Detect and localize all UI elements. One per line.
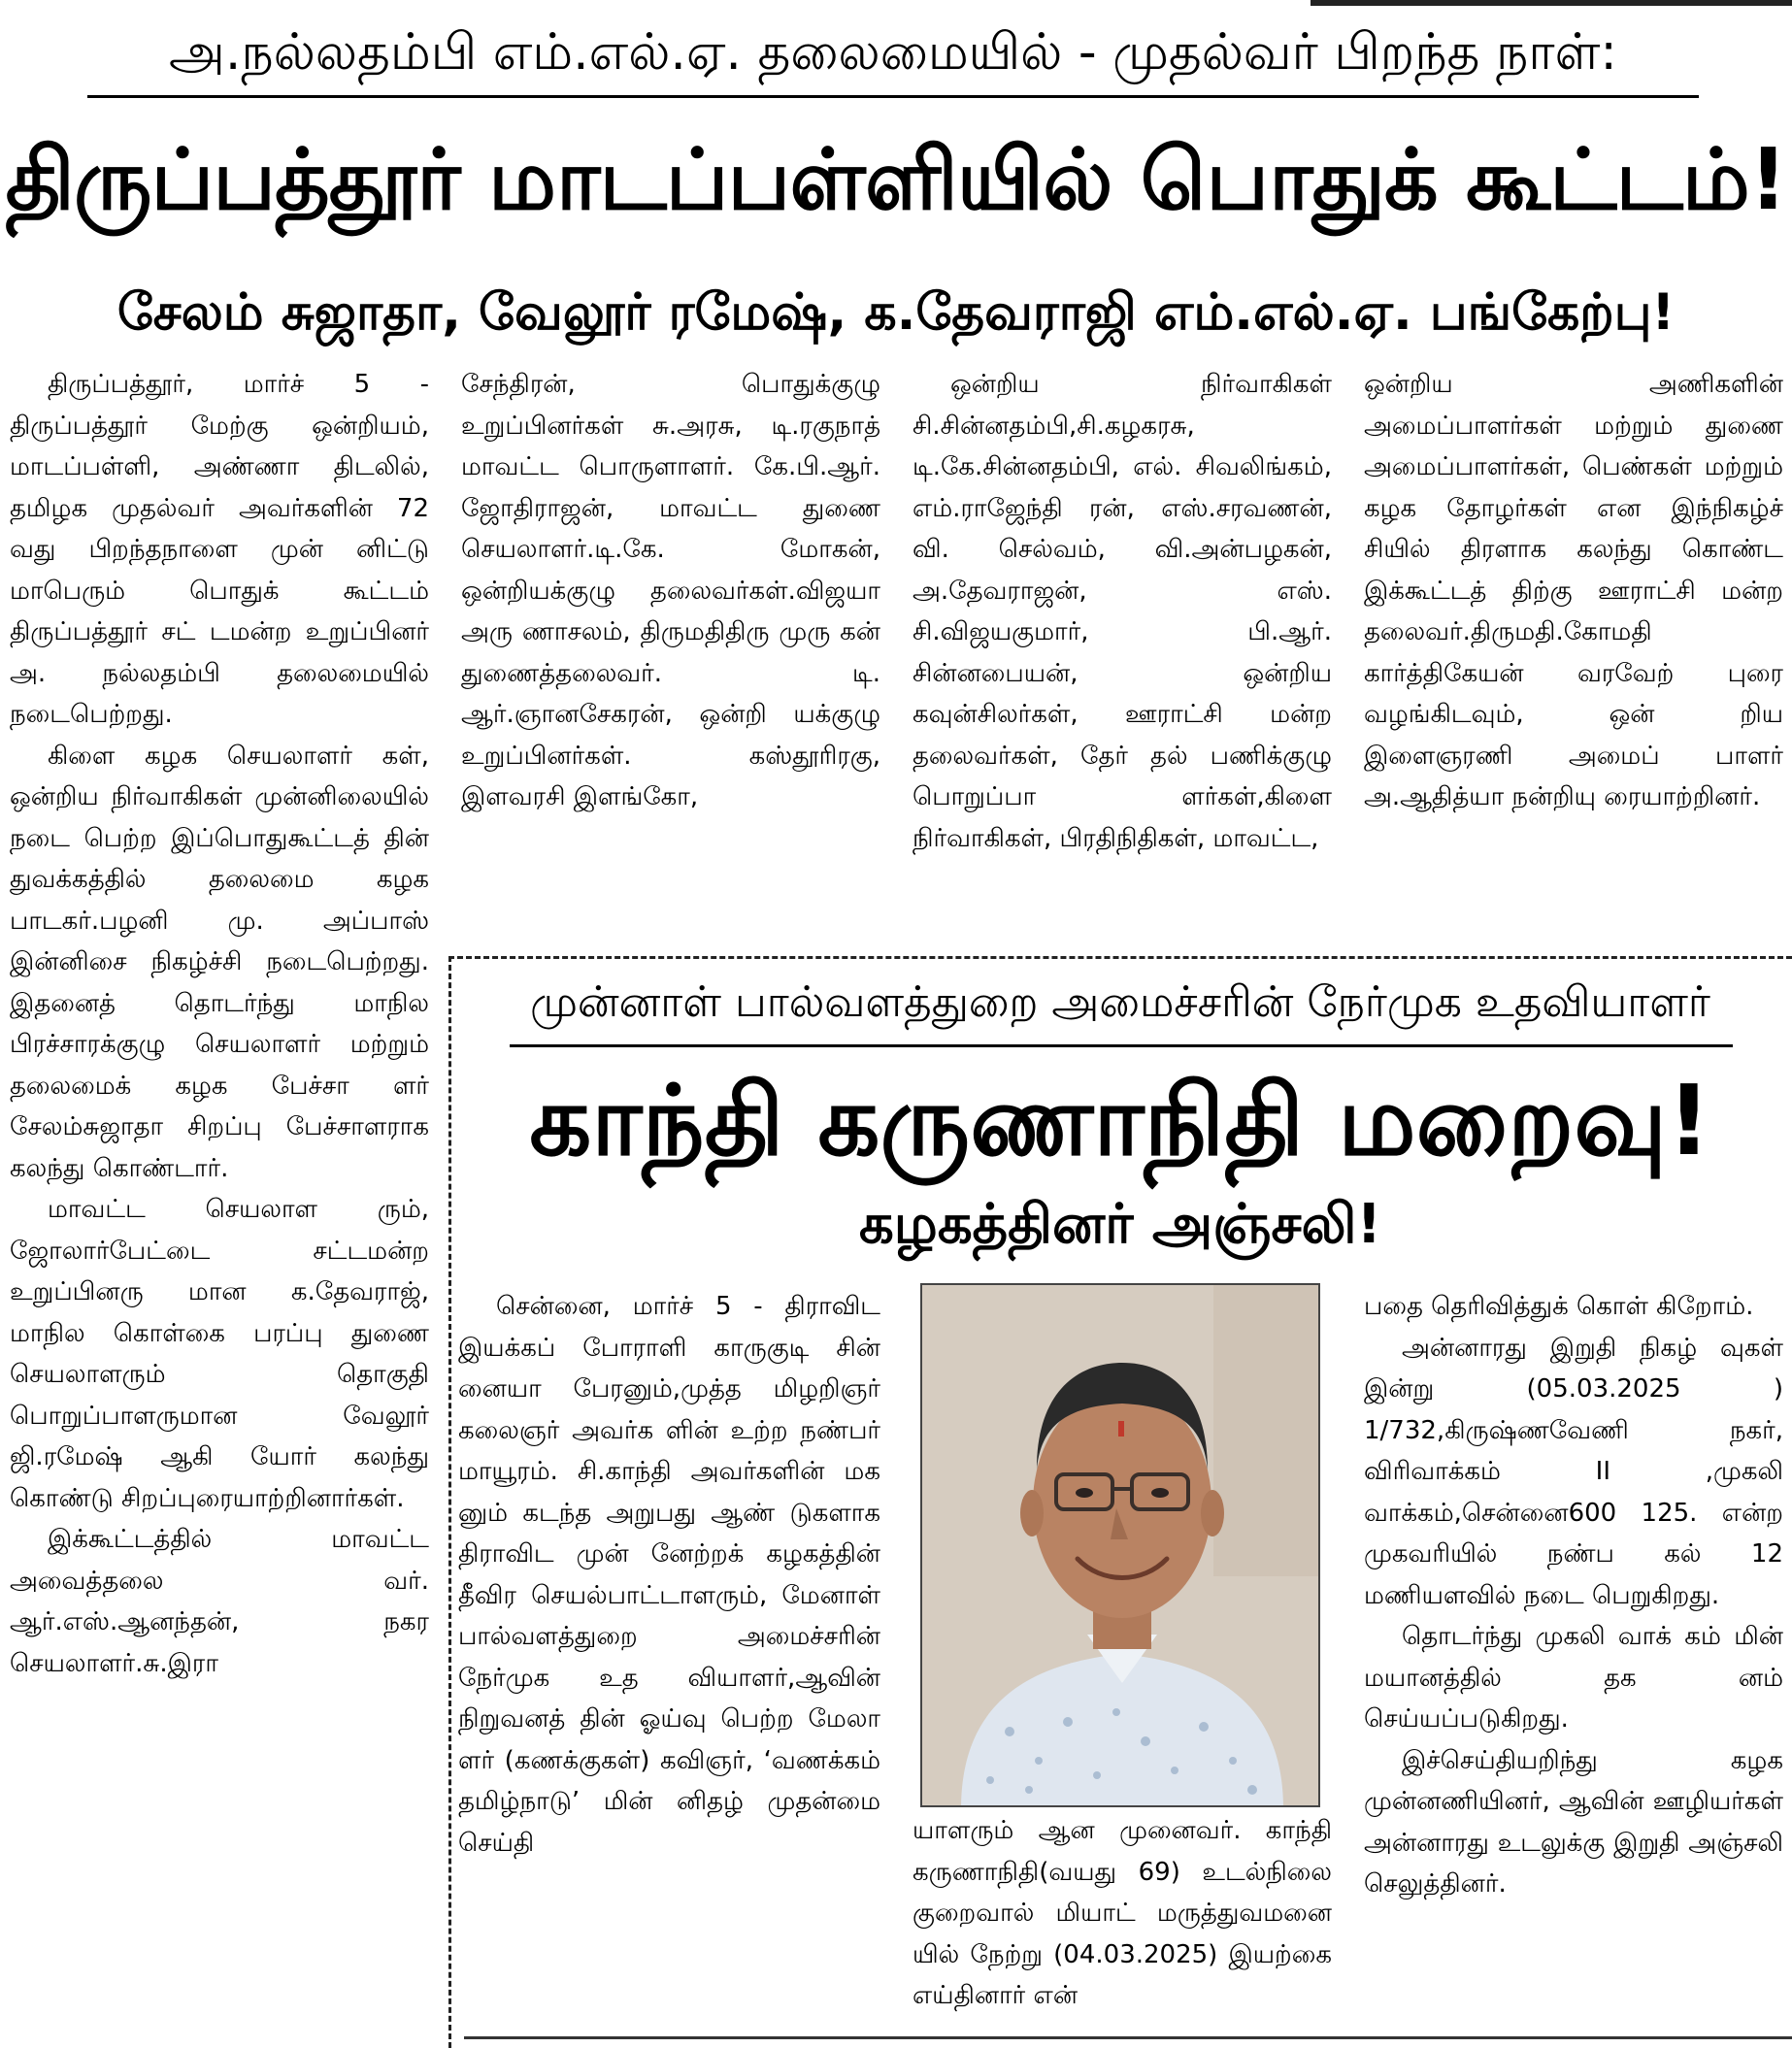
story2-col2-para-1: யாளரும் ஆன முனைவர். காந்தி கருணாநிதி(வயது 69) உடல்நிலை குறைவால் மியாட் மருத்துவமனை யில் நேற்று (04.03.2025) இயற்கை எய்தினார் என் bbox=[913, 1816, 1332, 2010]
story2-kicker: முன்னாள் பால்வளத்துறை அமைச்சரின் நேர்முக உதவியாளர் bbox=[530, 977, 1710, 1027]
story1-col3-para-1: ஒன்றிய நிர்வாகிகள் சி.சின்னதம்பி,சி.கழகரசு, டி.கே.சின்னதம்பி, எல். சிவலிங்கம், எம்.ராஜேந்தி ரன், எஸ்.சரவணன், வி. செல்வம், வி.அன்பழகன், அ.தேவராஜன், எஸ். சி.விஜயகுமார், பி.ஆர். சின்னபையன், ஒன்றிய கவுன்சிலர்கள், ஊராட்சி மன்ற தலைவர்கள், தேர் தல் பணிக்குழு பொறுப்பா ளர்கள்,கிளை நிர்வாகிகள், பிரதிநிதிகள், மாவட்ட, bbox=[913, 370, 1332, 853]
story1-col4-para-1: ஒன்றிய அணிகளின் அமைப்பாளர்கள் மற்றும் துணை அமைப்பாளர்கள், பெண்கள் மற்றும் கழக தோழர்கள் என இந்நிகழ்ச் சியில் திரளாக கலந்து கொண்ட இக்கூட்டத் திற்கு ஊராட்சி மன்ற தலைவர்.திருமதி.கோமதி கார்த்திகேயன் வரவேற் புரை வழங்கிடவும், ஒன் றிய இளைஞரணி அமைப் பாளர் அ.ஆதித்யா நன்றியு ரையாற்றினர். bbox=[1364, 370, 1783, 811]
story1-col1-para-2: கிளை கழக செயலாளர் கள், ஒன்றிய நிர்வாகிகள் முன்னிலையில் நடை பெற்ற இப்பொதுகூட்டத் தின் துவக்கத்தில் தலைமை கழக பாடகர்.பழனி மு. அப்பாஸ் இன்னிசை நிகழ்ச்சி நடைபெற்றது. இதனைத் தொடர்ந்து மாநில பிரச்சாரக்குழு செயலாளர் மற்றும் தலைமைக் கழக பேச்சா ளர் சேலம்சுஜாதா சிறப்பு பேச்சாளராக கலந்து கொண்டார். bbox=[10, 741, 429, 1183]
story2-col3-para-2: அன்னாரது இறுதி நிகழ் வுகள் இன்று (05.03.2025 ) 1/732,கிருஷ்ணவேணி நகர், விரிவாக்கம் II ,முகலி வாக்கம்,சென்னை600 125. என்ற முகவரியில் நண்ப கல் 12 மணியளவில் நடை பெறுகிறது. bbox=[1364, 1333, 1783, 1610]
kicker-rule bbox=[87, 95, 1699, 98]
story2-col3-para-3: தொடர்ந்து முகலி வாக் கம் மின் மயானத்தில் தக னம் செய்யப்படுகிறது. bbox=[1364, 1622, 1783, 1734]
story1-column-2 bbox=[461, 364, 880, 956]
story2-subhead: கழகத்தினர் அஞ்சலி! bbox=[858, 1193, 1382, 1256]
story1-column-3 bbox=[913, 364, 1332, 956]
story2-kicker-rule bbox=[510, 1044, 1733, 1047]
story1-col1-para-1: திருப்பத்தூர், மார்ச் 5 - திருப்பத்தூர் மேற்கு ஒன்றியம், மாடப்பள்ளி, அண்ணா திடலில், தமிழக முதல்வர் அவர்களின் 72 வது பிறந்தநாளை முன் னிட்டு மாபெரும் பொதுக் கூட்டம் திருப்பத்தூர் சட் டமன்ற உறுப்பினர் அ. நல்லதம்பி தலைமையில் நடைபெற்றது. bbox=[10, 370, 429, 729]
story1-column-1 bbox=[10, 364, 429, 2043]
story1-col1-para-4: இக்கூட்டத்தில் மாவட்ட அவைத்தலை வர். ஆர்.எஸ்.ஆனந்தன், நகர செயலாளர்.சு.இரா bbox=[10, 1525, 429, 1678]
story2-col3-para-1: பதை தெரிவித்துக் கொள் கிறோம். bbox=[1364, 1292, 1754, 1321]
story2-col1-para-1: சென்னை, மார்ச் 5 - திராவிட இயக்கப் போராளி காருகுடி சின் னையா பேரனும்,முத்த மிழறிஞர் கலைஞர் அவர்க ளின் உற்ற நண்பர் மாயூரம். சி.காந்தி அவர்களின் மக னும் கடந்த அறுபது ஆண் டுகளாக திராவிட முன் னேற்றக் கழகத்தின் தீவிர செயல்பாட்டாளரும், மேனாள் பால்வளத்துறை அமைச்சரின் நேர்முக உத வியாளர்,ஆவின் நிறுவனத் தின் ஓய்வு பெற்ற மேலா ளர் (கணக்குகள்) கவிஞர், ‘வணக்கம் தமிழ்நாடு’ மின் னிதழ் முதன்மை செய்தி bbox=[458, 1292, 880, 1858]
story1-col2-para-1: சேந்திரன், பொதுக்குழு உறுப்பினர்கள் சு.அரசு, டி.ரகுநாத் மாவட்ட பொருளாளர். கே.பி.ஆர். ஜோதிராஜன், மாவட்ட துணை செயலாளர்.டி.கே. மோகன், ஒன்றியக்குழு தலைவர்கள்.விஜயா அரு ணாசலம், திருமதிதிரு முரு கன் துணைத்தலைவர். டி. ஆர்.ஞானசேகரன், ஒன்றி யக்குழு உறுப்பினர்கள். கஸ்தூரிரகு, இளவரசி இளங்கோ, bbox=[461, 370, 880, 811]
bottom-rule bbox=[464, 2036, 1792, 2039]
story2-headline: காந்தி கருணாநிதி மறைவு! bbox=[529, 1064, 1711, 1177]
top-rule bbox=[1311, 0, 1792, 6]
portrait-photo-icon bbox=[922, 1285, 1320, 1807]
story2-column-3 bbox=[1364, 1286, 1783, 2043]
story2-column-1 bbox=[458, 1286, 880, 2043]
story1-subhead: சேலம் சுஜாதா, வேலூர் ரமேஷ், க.தேவராஜி எம்.எல்.ஏ. பங்கேற்பு! bbox=[116, 283, 1676, 342]
story2-col3-para-4: இச்செய்தியறிந்து கழக முன்னணியினர், ஆவின் ஊழியர்கள் அன்னாரது உடலுக்கு இறுதி அஞ்சலி செலுத்தினர். bbox=[1364, 1745, 1783, 1899]
story2-column-2 bbox=[913, 1810, 1332, 2043]
story1-headline: திருப்பத்தூர் மாடப்பள்ளியில் பொதுக் கூட்டம்! bbox=[5, 130, 1787, 229]
story1-col1-para-3: மாவட்ட செயலாள ரும், ஜோலார்பேட்டை சட்டமன்ற உறுப்பினரு மான க.தேவராஜ், மாநில கொள்கை பரப்பு துணை செயலாளரும் தொகுதி பொறுப்பாளருமான வேலூர் ஜி.ரமேஷ் ஆகி யோர் கலந்து கொண்டு சிறப்புரையாற்றினார்கள். bbox=[10, 1195, 429, 1513]
story1-kicker: அ.நல்லதம்பி எம்.எல்.ஏ. தலைமையில் - முதல்வர் பிறந்த நாள்: bbox=[169, 23, 1617, 82]
portrait-photo bbox=[920, 1283, 1320, 1807]
story1-column-4 bbox=[1364, 364, 1783, 956]
